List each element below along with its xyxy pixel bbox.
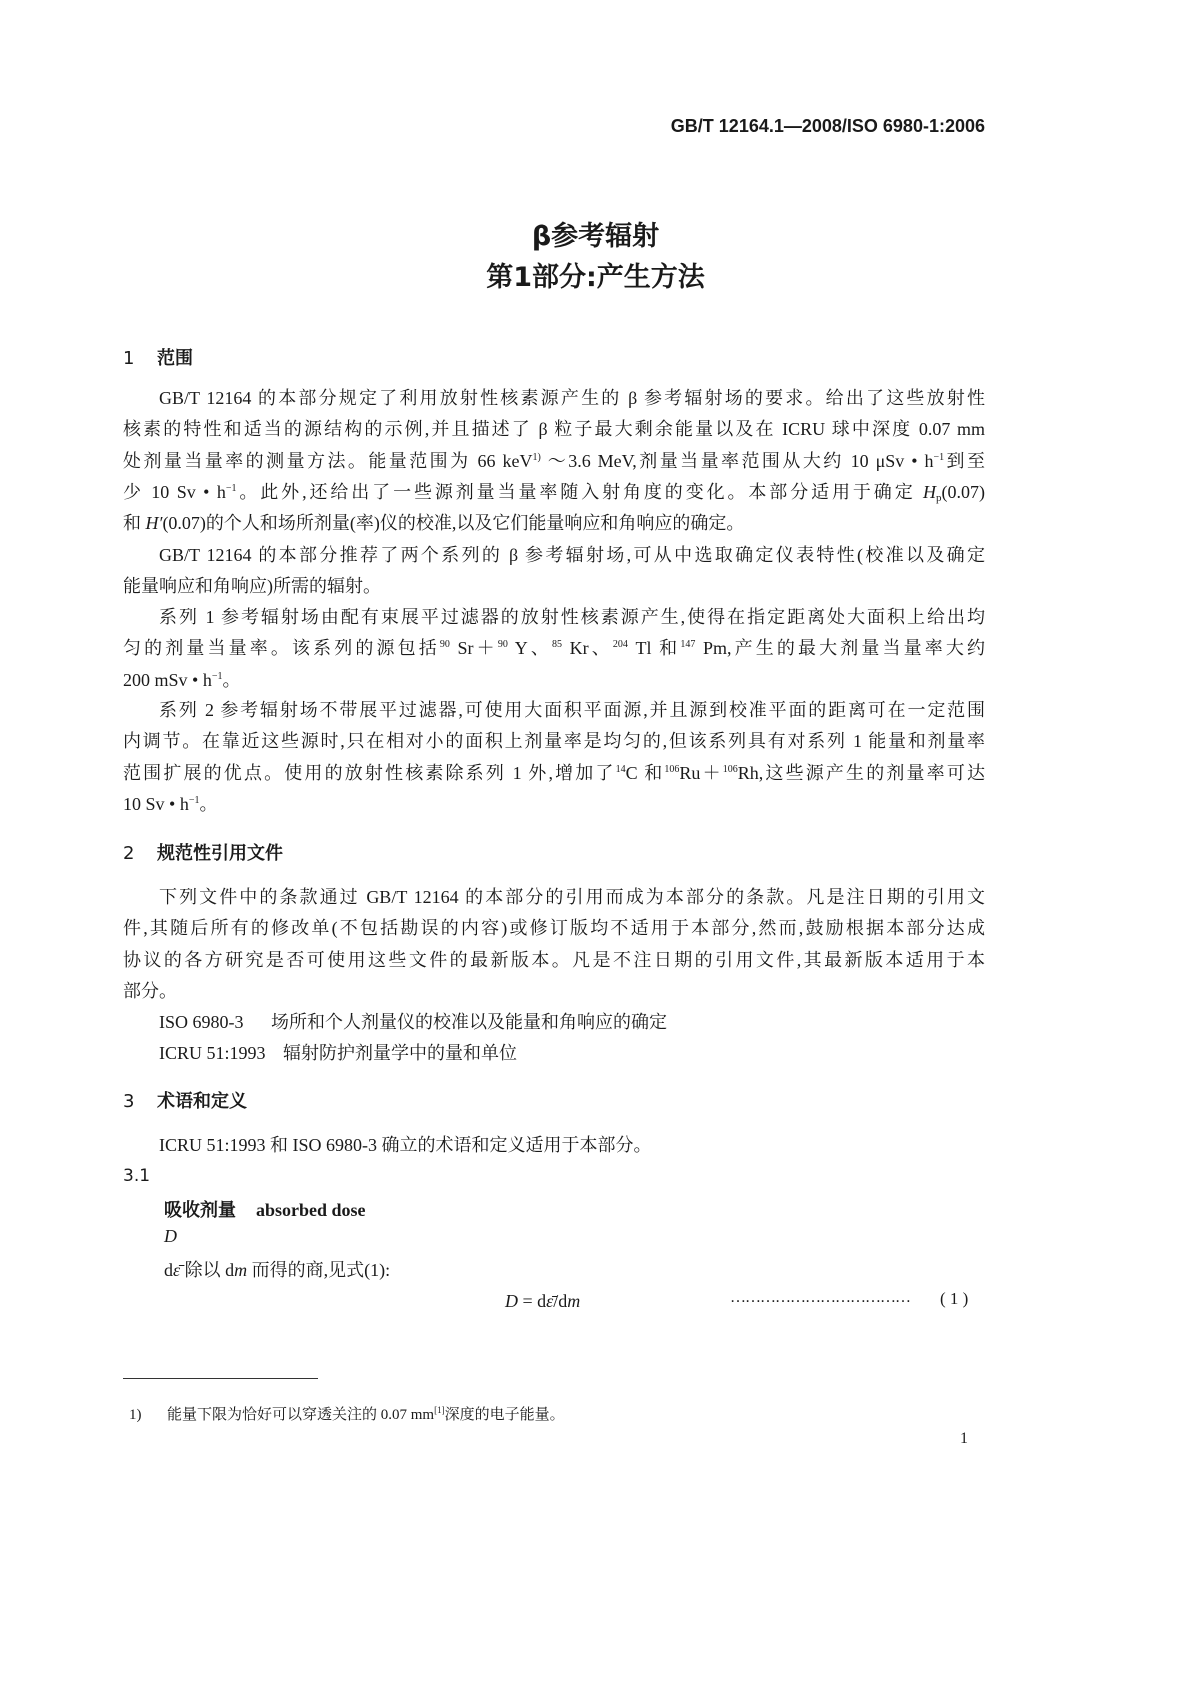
term-number: 3.1	[123, 1166, 151, 1186]
text-run: 和	[123, 513, 146, 534]
text-run: 下列文件中的条款通过 GB/T 12164 的本部分的引用而成为本部分的条款。凡是注日期的引用文	[159, 887, 985, 907]
text-line	[123, 668, 985, 692]
text-run: 200 mSv • h	[123, 669, 212, 690]
text-run: Pm,产生的最大剂量当量率大约	[695, 638, 985, 659]
text-run: 处剂量当量率的测量方法。能量范围为 66 keV	[123, 450, 533, 471]
text-run: (0.07)的个人和场所剂量(率)仪的校准,以及它们能量响应和角响应的确定。	[162, 513, 745, 534]
italic-symbol: ε̄	[546, 1291, 554, 1311]
superscript: −1	[188, 794, 200, 806]
section-number: 1	[123, 348, 135, 369]
footnote	[123, 1403, 565, 1424]
reference-item	[159, 1041, 985, 1065]
text-run: 。	[199, 793, 218, 814]
text-run: 能量下限为恰好可以穿透关注的 0.07 mm	[167, 1407, 435, 1423]
text-run: Rh,这些源产生的剂量率可达	[737, 762, 985, 783]
superscript: 106	[664, 763, 680, 775]
superscript: 90	[439, 639, 450, 651]
section-title: 范围	[157, 348, 193, 369]
reference-title: 辐射防护剂量学中的量和单位	[283, 1043, 517, 1063]
superscript: −1	[211, 670, 223, 682]
text-run: 深度的电子能量。	[444, 1407, 565, 1423]
superscript: −1	[225, 482, 237, 494]
footnote-mark: 1)	[129, 1407, 142, 1423]
text-line	[505, 1289, 580, 1313]
term-english: absorbed dose	[256, 1200, 366, 1220]
text-run: 协议的各方研究是否可使用这些文件的最新版本。凡是不注日期的引用文件,其最新版本适用于本	[123, 949, 985, 970]
text-line	[123, 511, 985, 535]
text-run: = d	[518, 1291, 547, 1311]
document-subtitle: 第1部分:产生方法	[486, 262, 705, 293]
text-run: Ru＋	[679, 762, 723, 783]
italic-symbol: ε̄	[173, 1260, 181, 1280]
text-run: 到至	[944, 450, 985, 471]
text-run: ～3.6 MeV,剂量当量率范围从大约 10 μSv • h	[540, 450, 934, 471]
superscript: 90	[497, 639, 508, 651]
text-line	[123, 792, 985, 816]
superscript: 147	[680, 639, 696, 651]
document-title: β参考辐射	[531, 221, 660, 252]
text-run: 件,其随后所有的修改单(不包括勘误的内容)或修订版均不适用于本部分,然而,鼓励根据本部分达成	[123, 918, 985, 939]
footnote-separator	[123, 1378, 318, 1379]
text-line	[159, 543, 985, 567]
text-line	[159, 386, 985, 410]
formula-number: ( 1 )	[940, 1289, 969, 1308]
text-run: Y、	[507, 638, 553, 659]
reference-item	[159, 1010, 985, 1034]
text-run: Kr、	[562, 638, 613, 659]
text-run: 少 10 Sv • h	[123, 481, 226, 502]
superscript: [1]	[434, 1405, 445, 1415]
reference-title: 场所和个人剂量仪的校准以及能量和角响应的确定	[271, 1012, 667, 1032]
text-line	[123, 417, 985, 441]
term-chinese: 吸收剂量	[164, 1200, 236, 1221]
reference-code: ISO 6980-3	[159, 1012, 244, 1032]
term-symbol: D	[164, 1226, 177, 1246]
section-heading-normative-references	[123, 839, 283, 865]
section-number: 2	[123, 843, 135, 864]
text-line	[123, 979, 985, 1003]
text-line	[123, 729, 985, 753]
superscript: −1	[933, 451, 945, 463]
text-line	[159, 1133, 985, 1157]
text-line	[123, 574, 985, 598]
text-run: 匀的剂量当量率。该系列的源包括	[123, 638, 440, 659]
term-heading	[164, 1196, 366, 1222]
text-line	[123, 761, 985, 785]
text-line	[159, 605, 985, 629]
text-run: 而得的商,见式(1):	[247, 1260, 391, 1280]
text-run: 范围扩展的优点。使用的放射性核素除系列 1 外,增加了	[123, 762, 616, 783]
superscript: 14	[615, 763, 626, 775]
text-run: 能量响应和角响应)所需的辐射。	[123, 576, 381, 597]
text-run: 内调节。在靠近这些源时,只在相对小的面积上剂量率是均匀的,但该系列具有对系列 1 能量和剂量率	[123, 731, 985, 752]
standard-code-header: GB/T 12164.1—2008/ISO 6980-1:2006	[670, 116, 985, 136]
italic-symbol: D	[505, 1291, 518, 1311]
text-run: 部分。	[123, 980, 177, 1001]
text-line	[123, 449, 985, 473]
text-line	[123, 916, 985, 940]
text-line	[123, 636, 985, 660]
text-run: 10 Sv • h	[123, 793, 189, 814]
text-run: 。	[222, 669, 241, 690]
superscript: 1)	[532, 451, 541, 463]
superscript: 106	[722, 763, 738, 775]
text-line	[123, 948, 985, 972]
text-run: /d	[553, 1291, 568, 1311]
italic-symbol: m	[567, 1291, 581, 1311]
section-title: 术语和定义	[157, 1091, 247, 1112]
text-run: GB/T 12164 的本部分规定了利用放射性核素源产生的 β 参考辐射场的要求。给出了这些放射性	[159, 388, 985, 408]
superscript: 204	[612, 639, 628, 651]
section-title: 规范性引用文件	[157, 843, 283, 864]
page-number: 1	[960, 1430, 968, 1447]
text-run: 核素的特性和适当的源结构的示例,并且描述了 β 粒子最大剩余能量以及在 ICRU 球中深度 0.07 mm	[123, 419, 985, 440]
text-run: (0.07)	[941, 481, 986, 502]
text-run: 系列 2 参考辐射场不带展平过滤器,可使用大面积平面源,并且源到校准平面的距离可在一定范围	[159, 700, 985, 720]
text-run: 。此外,还给出了一些源剂量当量率随入射角度的变化。本部分适用于确定	[236, 481, 924, 502]
text-run: Tl 和	[627, 638, 681, 659]
text-run: C 和	[625, 762, 665, 783]
italic-symbol: H	[923, 481, 937, 502]
section-heading-terms	[123, 1087, 247, 1113]
footnote-text	[167, 1407, 565, 1423]
text-line	[159, 698, 985, 722]
text-line	[159, 885, 985, 909]
italic-symbol: H′	[145, 513, 163, 534]
text-line	[123, 480, 985, 504]
section-number: 3	[123, 1091, 135, 1112]
text-run: ICRU 51:1993 和 ISO 6980-3 确立的术语和定义适用于本部分。	[159, 1135, 652, 1155]
text-line	[164, 1258, 390, 1282]
formula-leader-dots: ………………………………	[730, 1289, 910, 1306]
text-run: 系列 1 参考辐射场由配有束展平过滤器的放射性核素源产生,使得在指定距离处大面积上给出均	[159, 607, 985, 627]
reference-code: ICRU 51:1993	[159, 1043, 266, 1063]
text-run: GB/T 12164 的本部分推荐了两个系列的 β 参考辐射场,可从中选取确定仪表特性(校准以及确定	[159, 545, 985, 565]
superscript: 85	[552, 639, 563, 651]
text-run: 除以 d	[180, 1260, 235, 1280]
text-run: d	[164, 1260, 173, 1280]
subscript: p	[936, 491, 942, 504]
section-heading-scope	[123, 344, 193, 370]
italic-symbol: m	[234, 1260, 248, 1280]
text-run: Sr＋	[449, 638, 498, 659]
